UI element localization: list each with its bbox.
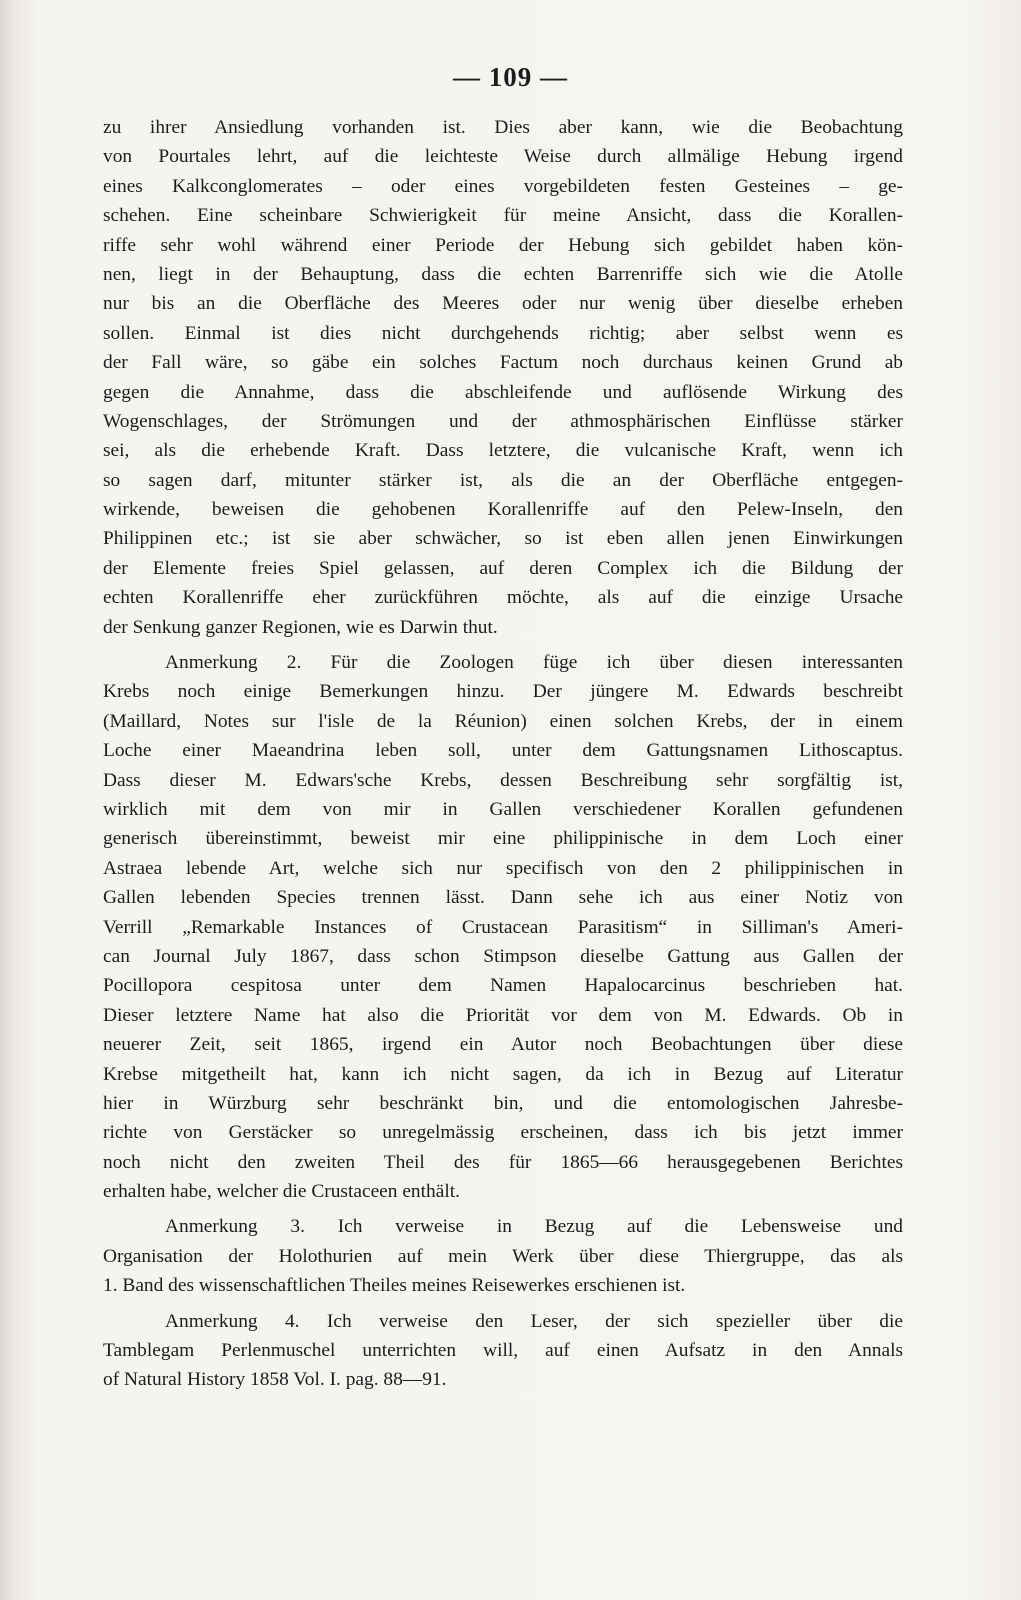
text-line: (Maillard, Notes sur l'isle de la Réunion) einen solchen Krebs, der in einem — [103, 710, 903, 732]
text-line: Organisation der Holothurien auf mein Werk über diese Thiergruppe, das als — [103, 1245, 903, 1267]
text-line: Anmerkung 2. Für die Zoologen füge ich über diesen interessanten — [165, 652, 903, 674]
page-number: — 109 — — [453, 62, 568, 92]
text-line: of Natural History 1858 Vol. I. pag. 88—91. — [103, 1369, 447, 1391]
text-line: Astraea lebende Art, welche sich nur specifisch von den 2 philippinischen in — [103, 857, 903, 879]
text-line: Philippinen etc.; ist sie aber schwächer, so ist eben allen jenen Einwirkungen — [103, 528, 903, 550]
text-line: neuerer Zeit, seit 1865, irgend ein Autor noch Beobachtungen über diese — [103, 1034, 903, 1056]
text-line: Dieser letztere Name hat also die Priorität vor dem von M. Edwards. Ob in — [103, 1004, 903, 1026]
text-line: Loche einer Maeandrina leben soll, unter dem Gattungsnamen Lithoscaptus. — [103, 740, 903, 762]
text-line: nur bis an die Oberfläche des Meeres oder nur wenig über dieselbe erheben — [103, 293, 903, 315]
text-line: 1. Band des wissenschaftlichen Theiles meines Reisewerkes erschienen ist. — [103, 1275, 686, 1297]
text-line: wirkende, beweisen die gehobenen Korallenriffe auf den Pelew-Inseln, den — [103, 499, 903, 521]
text-line: echten Korallenriffe eher zurückführen möchte, als auf die einzige Ursache — [103, 587, 903, 609]
text-line: Gallen lebenden Species trennen lässt. Dann sehe ich aus einer Notiz von — [103, 887, 903, 909]
text-line: Krebs noch einige Bemerkungen hinzu. Der jüngere M. Edwards beschreibt — [103, 681, 903, 703]
text-line: riffe sehr wohl während einer Periode der Hebung sich gebildet haben kön- — [103, 234, 903, 256]
text-line: sei, als die erhebende Kraft. Dass letztere, die vulcanische Kraft, wenn ich — [103, 440, 903, 462]
text-line: Tamblegam Perlenmuschel unterrichten will, auf einen Aufsatz in den Annals — [103, 1340, 903, 1362]
text-line: der Fall wäre, so gäbe ein solches Factum noch durchaus keinen Grund ab — [103, 352, 903, 374]
text-line: can Journal July 1867, dass schon Stimpson dieselbe Gattung aus Gallen der — [103, 945, 903, 967]
text-line: gegen die Annahme, dass die abschleifende und auflösende Wirkung des — [103, 381, 903, 403]
paragraph-1 — [103, 113, 903, 642]
text-line: nen, liegt in der Behauptung, dass die echten Barrenriffe sich wie die Atolle — [103, 263, 903, 285]
body-text — [103, 113, 903, 1395]
text-line: eines Kalkconglomerates – oder eines vorgebildeten festen Gesteines – ge- — [103, 175, 903, 197]
text-line: sollen. Einmal ist dies nicht durchgehends richtig; aber selbst wenn es — [103, 322, 903, 344]
paragraph-4 — [103, 1307, 903, 1395]
text-line: Verrill „Remarkable Instances of Crustacean Parasitism“ in Silliman's Ameri- — [103, 916, 903, 938]
text-line: noch nicht den zweiten Theil des für 1865—66 herausgegebenen Berichtes — [103, 1151, 903, 1173]
text-line: Anmerkung 4. Ich verweise den Leser, der sich spezieller über die — [165, 1310, 903, 1332]
text-line: wirklich mit dem von mir in Gallen verschiedener Korallen gefundenen — [103, 798, 903, 820]
text-line: der Senkung ganzer Regionen, wie es Darwin thut. — [103, 616, 498, 638]
text-line: generisch übereinstimmt, beweist mir eine philippinische in dem Loch einer — [103, 828, 903, 850]
text-line: Dass dieser M. Edwars'sche Krebs, dessen Beschreibung sehr sorgfältig ist, — [103, 769, 903, 791]
text-line: erhalten habe, welcher die Crustaceen enthält. — [103, 1181, 460, 1203]
text-line: Krebse mitgetheilt hat, kann ich nicht sagen, da ich in Bezug auf Literatur — [103, 1063, 903, 1085]
text-line: der Elemente freies Spiel gelassen, auf deren Complex ich die Bildung der — [103, 557, 903, 579]
text-line: Anmerkung 3. Ich verweise in Bezug auf die Lebensweise und — [165, 1216, 903, 1238]
paragraph-2 — [103, 648, 903, 1206]
text-line: von Pourtales lehrt, auf die leichteste Weise durch allmälige Hebung irgend — [103, 146, 903, 168]
text-line: Pocillopora cespitosa unter dem Namen Hapalocarcinus beschrieben hat. — [103, 975, 903, 997]
text-line: schehen. Eine scheinbare Schwierigkeit für meine Ansicht, dass die Korallen- — [103, 205, 903, 227]
paragraph-3 — [103, 1212, 903, 1300]
text-line: richte von Gerstäcker so unregelmässig erscheinen, dass ich bis jetzt immer — [103, 1122, 903, 1144]
text-line: hier in Würzburg sehr beschränkt bin, und die entomologischen Jahresbe- — [103, 1092, 903, 1114]
text-line: so sagen darf, mitunter stärker ist, als die an der Oberfläche entgegen- — [103, 469, 903, 491]
text-line: zu ihrer Ansiedlung vorhanden ist. Dies aber kann, wie die Beobachtung — [103, 117, 903, 138]
text-line: Wogenschlages, der Strömungen und der athmosphärischen Einflüsse stärker — [103, 410, 903, 432]
